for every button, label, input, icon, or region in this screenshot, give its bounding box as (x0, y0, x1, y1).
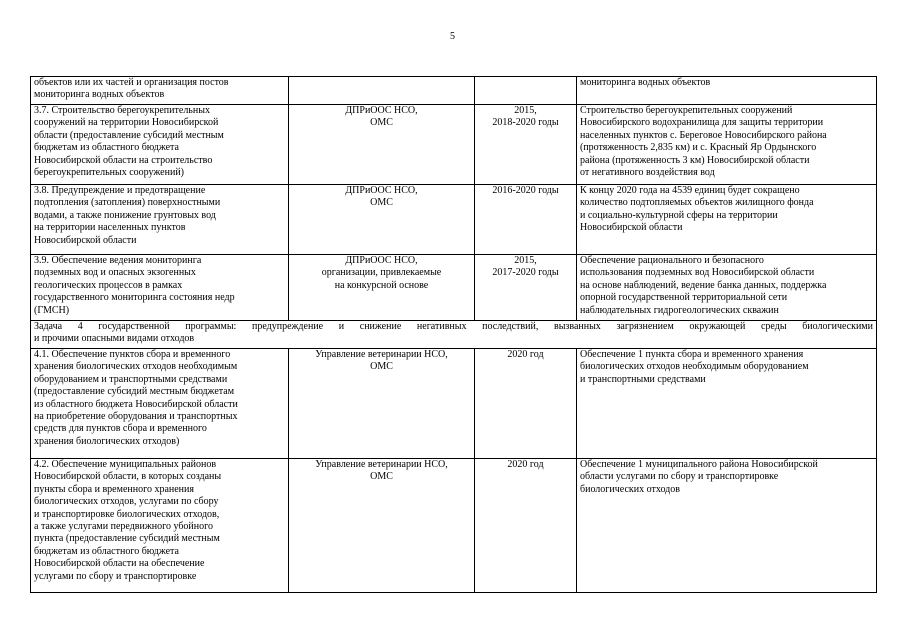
executor-line: ОМС (370, 197, 393, 209)
measure-line: средств для пунктов сбора и временного (34, 423, 207, 435)
measure-line: биологических отходов, услугами по сбору (34, 496, 219, 508)
measure-line: бюджетам из областного бюджета (34, 142, 179, 154)
table-row (31, 459, 877, 593)
result-cell (577, 255, 877, 321)
result-line: области услугами по сбору и транспортировке (580, 471, 779, 483)
result-line: количество подтопляемых объектов жилищного фонда (580, 197, 814, 209)
measure-line: оборудованием и транспортными средствами (34, 373, 228, 385)
task-heading (31, 321, 877, 349)
result-line: от негативного воздействия вод (580, 167, 715, 179)
result-line: опорной государственной территориальной сети (580, 292, 788, 304)
measure-line: бюджетам из областного бюджета (34, 545, 179, 557)
measure-line: 4.2. Обеспечение муниципальных районов (34, 459, 217, 470)
program-measures-table (30, 76, 877, 593)
period-line: 2018-2020 годы (492, 117, 559, 129)
period-line: 2020 год (507, 349, 544, 360)
result-line: (протяженность 2,835 км) и с. Красный Яр Ордынского (580, 142, 817, 154)
measure-line: Новосибирской области на обеспечение (34, 558, 205, 570)
measure-line: области (предоставление субсидий местным (34, 129, 224, 141)
executor-line: ОМС (370, 361, 393, 373)
executor-cell (289, 185, 475, 255)
period-cell (475, 255, 577, 321)
measure-line: водами, а также понижение грунтовых вод (34, 209, 216, 221)
executor-line: на конкурсной основе (334, 279, 429, 291)
measure-line: Новосибирской области, в которых созданы (34, 471, 222, 483)
measure-cell (31, 77, 289, 105)
result-cell (577, 459, 877, 593)
measure-cell (31, 255, 289, 321)
measure-line: 3.9. Обеспечение ведения мониторинга (34, 255, 202, 266)
measure-line: геологических процессов в рамках (34, 279, 183, 291)
executor-line: ДПРиООС НСО, (345, 105, 418, 116)
executor-line: ДПРиООС НСО, (345, 185, 418, 196)
measure-line: Новосибирской области (34, 234, 137, 246)
result-line: использования подземных вод Новосибирской области (580, 267, 815, 279)
executor-cell (289, 349, 475, 459)
result-line: К концу 2020 года на 4539 единиц будет сокращено (580, 185, 800, 196)
measure-line: подтопления (затопления) поверхностными (34, 197, 221, 209)
result-line: населенных пунктов с. Береговое Новосибирского района (580, 129, 827, 141)
period-line: 2016-2020 годы (492, 185, 559, 196)
executor-cell (289, 77, 475, 105)
result-line: Строительство берегоукрепительных сооружений (580, 105, 793, 116)
period-cell (475, 185, 577, 255)
measure-cell (31, 459, 289, 593)
period-cell (475, 105, 577, 185)
table-row (31, 349, 877, 459)
result-line: мониторинга водных объектов (580, 77, 711, 88)
result-line: на основе наблюдений, ведение банка данных, поддержка (580, 279, 827, 291)
measure-cell (31, 349, 289, 459)
result-line: Обеспечение 1 муниципального района Новосибирской (580, 459, 818, 470)
result-cell (577, 185, 877, 255)
table-row (31, 255, 877, 321)
measure-line: 4.1. Обеспечение пунктов сбора и временного (34, 349, 231, 360)
period-line: 2020 год (507, 459, 544, 470)
measure-line: объектов или их частей и организация постов (34, 77, 229, 88)
measure-line: берегоукрепительных сооружений) (34, 167, 185, 179)
result-cell (577, 105, 877, 185)
period-cell (475, 349, 577, 459)
result-line: и транспортными средствами (580, 373, 706, 385)
result-line: Новосибирской области (580, 222, 683, 234)
measure-line: и транспортировке биологических отходов, (34, 508, 220, 520)
result-cell (577, 77, 877, 105)
result-line: Обеспечение 1 пункта сбора и временного хранения (580, 349, 804, 360)
period-cell (475, 77, 577, 105)
measure-cell (31, 185, 289, 255)
executor-cell (289, 105, 475, 185)
result-line: биологических отходов (580, 483, 680, 495)
table-row (31, 77, 877, 105)
executor-line: ОМС (370, 471, 393, 483)
period-line: 2015, (514, 105, 537, 116)
measure-line: государственного мониторинга состояния недр (34, 292, 235, 304)
measure-line: Новосибирской области на строительство (34, 154, 213, 166)
measure-line: мониторинга водных объектов (34, 89, 165, 101)
measure-line: услугами по сбору и транспортировке (34, 570, 197, 582)
measure-line: пункты сбора и временного хранения (34, 483, 194, 495)
task-heading-line: и прочими опасными видами отходов (34, 333, 195, 345)
table-row (31, 185, 877, 255)
period-line: 2015, (514, 255, 537, 266)
result-cell (577, 349, 877, 459)
executor-cell (289, 255, 475, 321)
measure-line: пункта (предоставление субсидий местным (34, 533, 220, 545)
result-line: и социально-культурной сферы на территории (580, 209, 778, 221)
period-cell (475, 459, 577, 593)
result-line: района (протяженность 3 км) Новосибирской области (580, 154, 810, 166)
task-heading-line: Задача 4 государственной программы: предупреждение и снижение негативных последствий, вызванных загрязнением окружающей среды биологическими (34, 321, 873, 332)
measure-line: (ГМСН) (34, 304, 70, 316)
result-line: Обеспечение рационального и безопасного (580, 255, 764, 266)
measure-line: подземных вод и опасных экзогенных (34, 267, 196, 279)
measure-line: (предоставление субсидий местным бюджетам (34, 386, 235, 398)
measure-line: а также услугами передвижного убойного (34, 521, 213, 533)
task-row (31, 321, 877, 349)
measure-line: из областного бюджета Новосибирской области (34, 398, 238, 410)
executor-line: Управление ветеринарии НСО, (315, 349, 448, 360)
measure-line: на приобретение оборудования и транспортных (34, 411, 238, 423)
measure-line: сооружений на территории Новосибирской (34, 117, 219, 129)
period-line: 2017-2020 годы (492, 267, 559, 279)
executor-line: ДПРиООС НСО, (345, 255, 418, 266)
executor-line: ОМС (370, 117, 393, 129)
measure-line: 3.8. Предупреждение и предотвращение (34, 185, 206, 196)
result-line: наблюдательных гидрогеологических скважин (580, 304, 779, 316)
table-row (31, 105, 877, 185)
executor-line: организации, привлекаемые (321, 267, 442, 279)
measure-line: хранения биологических отходов необходимым (34, 361, 238, 373)
executor-cell (289, 459, 475, 593)
page-number: 5 (450, 31, 455, 42)
result-line: биологических отходов необходимым оборудованием (580, 361, 809, 373)
measure-line: хранения биологических отходов) (34, 435, 180, 447)
measure-line: 3.7. Строительство берегоукрепительных (34, 105, 210, 116)
result-line: Новосибирского водохранилища для защиты территории (580, 117, 824, 129)
measure-cell (31, 105, 289, 185)
executor-line: Управление ветеринарии НСО, (315, 459, 448, 470)
measure-line: на территории населенных пунктов (34, 222, 186, 234)
